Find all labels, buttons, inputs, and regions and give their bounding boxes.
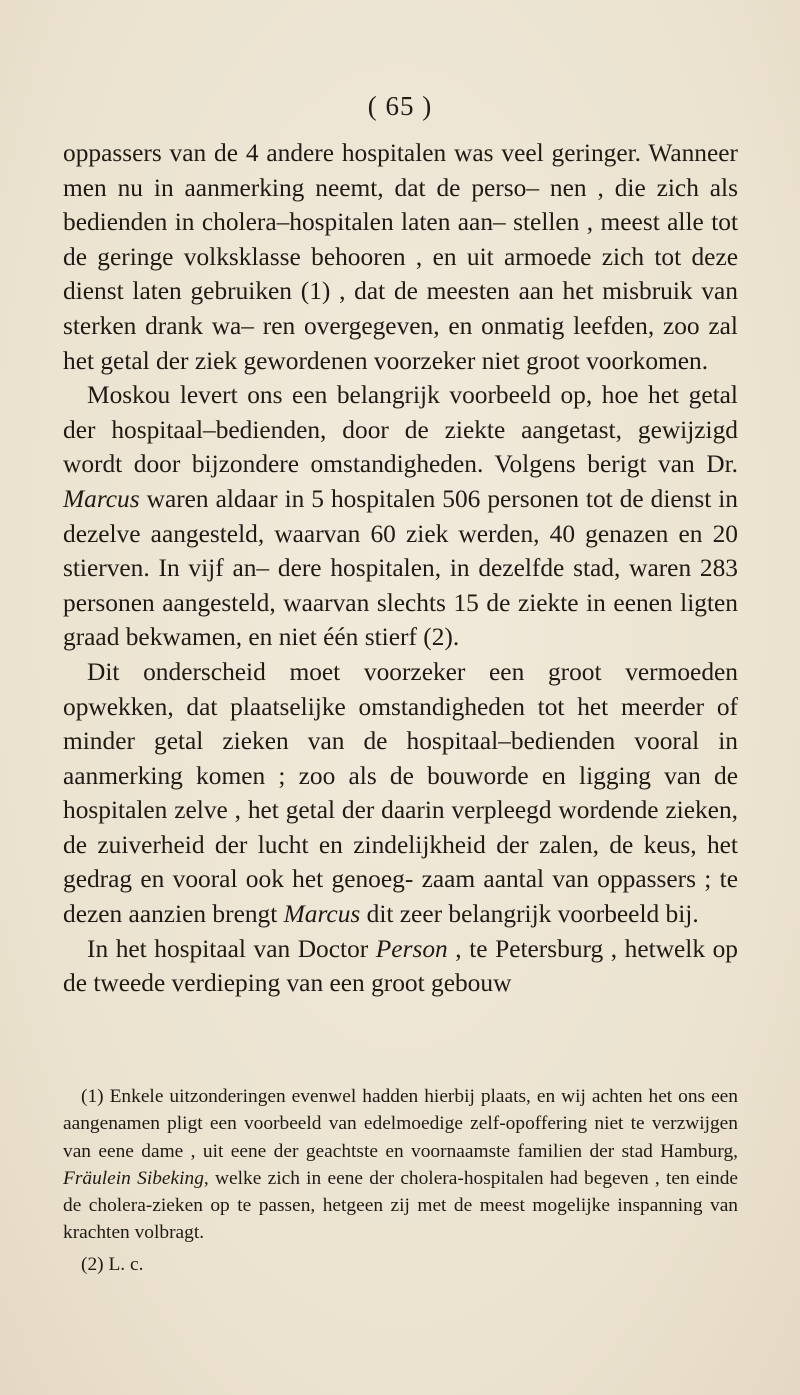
text-run: (1) Enkele uitzonderingen evenwel hadden hierbij plaats, en wij achten het ons een aangenamen pligt een voorbeeld van edelmoedige zelf-opoffering niet te verzwijgen van eene dame , uit eene der geachtste en voornaamste familien der stad Hamburg, xyxy=(63,1086,738,1162)
person-name: Fräulein Sibeking xyxy=(63,1167,204,1189)
text-run: waren aldaar in 5 hospitalen 506 personen tot de dienst in dezelve aangesteld, waarvan 60 ziek werden, 40 genazen en 20 stierven. In vijf an– dere hospitalen, in dezelfde stad, waren 283 personen aangesteld, waarvan slechts 15 de ziekte in eenen ligten graad bekwamen, en niet één stierf (2). xyxy=(63,484,738,652)
paragraph-1: oppassers van de 4 andere hospitalen was veel geringer. Wanneer men nu in aanmerking neemt, dat de perso– nen , die zich als bedienden in cholera–hospitalen laten aan– stellen , meest alle tot de geringe volksklasse behooren , en uit armoede zich tot deze dienst laten gebruiken (1) , dat de meesten aan het misbruik van sterken drank wa– ren overgegeven, en onmatig leefden, zoo zal het getal der ziek gewordenen voorzeker niet groot voorkomen. xyxy=(63,139,738,375)
main-text xyxy=(63,136,738,1001)
text-run: , te Petersburg , hetwelk op de tweede verdieping van een groot gebouw xyxy=(63,934,738,998)
footnote-2: (2) L. c. xyxy=(81,1253,144,1275)
page-number: ( 65 ) xyxy=(367,91,433,121)
text-run: , welke zich in eene der cholera-hospitalen had begeven , ten einde de cholera-zieken op te passen, hetgeen zij met de meest mogelijke inspanning van krachten volbragt. xyxy=(63,1167,738,1244)
paragraph-3 xyxy=(63,655,738,932)
text-run: Dit onderscheid moet voorzeker een groot vermoeden opwekken, dat plaatselijke omstandigheden tot het meerder of minder getal zieken van de hospitaal–bedienden vooral in aanmerking komen ; zoo als de bouworde en ligging van de hospitalen zelve , het getal der daarin verpleegd wordende zieken, de zuiverheid der lucht en zindelijkheid der zalen, de keus, het gedrag en vooral ook het genoeg- zaam aantal van oppassers ; te dezen aanzien brengt xyxy=(63,657,738,929)
paragraph-4 xyxy=(63,932,738,1001)
text-run: Moskou levert ons een belangrijk voorbeeld op, hoe het getal der hospitaal–bedienden, door de ziekte aangetast, gewijzigd wordt door bijzondere omstandigheden. Volgens berigt van Dr. xyxy=(63,381,738,479)
footnote-1 xyxy=(63,1083,738,1247)
paragraph-2 xyxy=(63,378,738,655)
author-name-person: Person xyxy=(375,934,448,963)
text-run: dit zeer belangrijk voorbeeld bij. xyxy=(360,900,699,929)
footnotes xyxy=(63,1083,738,1278)
author-name-marcus: Marcus xyxy=(63,484,140,513)
text-run: In het hospitaal van Doctor xyxy=(87,934,376,963)
author-name-marcus: Marcus xyxy=(283,900,361,929)
